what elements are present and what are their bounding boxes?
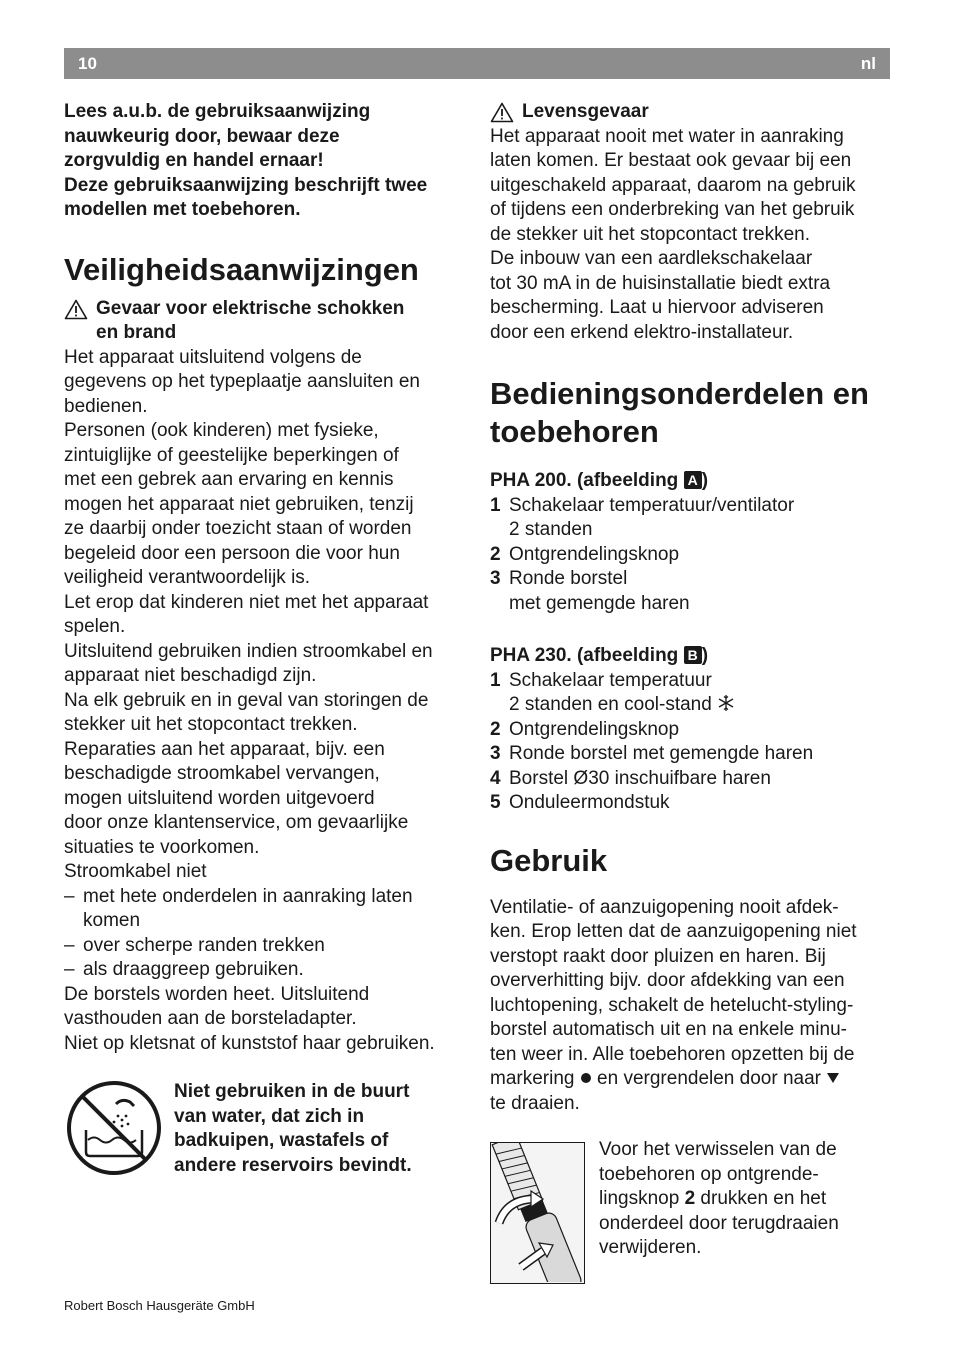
text-line: met een gebrek aan ervaring en kennis bbox=[64, 469, 394, 490]
model-a-label: PHA 200. (afbeelding bbox=[490, 470, 679, 491]
text-line: begeleid door een persoon die voor hun bbox=[64, 542, 400, 564]
text-line: ten weer in. Alle toebehoren opzetten bij de bbox=[490, 1043, 855, 1065]
list-item bbox=[490, 669, 890, 718]
list-item bbox=[490, 791, 890, 816]
list-item bbox=[490, 494, 890, 543]
text-line: spelen. bbox=[64, 616, 126, 637]
dot-marker-icon bbox=[580, 1068, 592, 1089]
brush-paragraphs bbox=[64, 983, 466, 1057]
intro-line: Lees a.u.b. de gebruiksaanwijzing bbox=[64, 101, 371, 122]
warning-heading-line: en brand bbox=[96, 322, 177, 343]
model-b-label: PHA 230. (afbeelding bbox=[490, 645, 679, 666]
text-fragment: lingsknop bbox=[599, 1188, 680, 1209]
paren: ) bbox=[701, 470, 709, 491]
text-line: Let erop dat kinderen niet met het apparaat bbox=[64, 591, 429, 613]
list-item-line: als draaggreep gebruiken. bbox=[83, 959, 304, 980]
text-line: bescherming. Laat u hiervoor adviseren bbox=[490, 297, 824, 318]
use-text bbox=[490, 896, 890, 1117]
text-line: Uitsluitend gebruiken indien stroomkabel en bbox=[64, 640, 433, 662]
figure-a-badge: A bbox=[684, 471, 702, 489]
list-item bbox=[490, 742, 890, 767]
safety-paragraphs bbox=[64, 346, 466, 885]
text-line: door een erkend elektro-installateur. bbox=[490, 321, 794, 343]
text-line: Na elk gebruik en in geval van storingen de bbox=[64, 689, 429, 711]
text-line: Niet op kletsnat of kunststof haar gebruiken. bbox=[64, 1032, 435, 1054]
water-warning-block bbox=[64, 1080, 466, 1190]
list-item-line: Onduleermondstuk bbox=[509, 792, 670, 813]
part-number: 2 bbox=[684, 1188, 696, 1209]
list-item bbox=[64, 934, 466, 959]
text-line: stekker uit het stopcontact trekken. bbox=[64, 714, 358, 735]
text-line: de stekker uit het stopcontact trekken. bbox=[490, 223, 811, 245]
text-line: beschadigde stroomkabel vervangen, bbox=[64, 763, 380, 784]
list-item-line: Ronde borstel bbox=[509, 568, 628, 589]
accessory-swap-illustration bbox=[490, 1142, 585, 1284]
warning-triangle-icon bbox=[64, 299, 88, 328]
text-line: te draaien. bbox=[490, 1092, 580, 1114]
text-line: verwijderen. bbox=[599, 1237, 702, 1258]
paren: ) bbox=[701, 645, 709, 666]
text-line: Ventilatie- of aanzuigopening nooit afdek- bbox=[490, 896, 839, 918]
down-triangle-icon bbox=[826, 1068, 840, 1089]
text-line: Reparaties aan het apparaat, bijv. een bbox=[64, 738, 385, 760]
controls-title-line: Bedieningsonderdelen en bbox=[490, 376, 869, 411]
danger-heading-text: Levensgevaar bbox=[522, 101, 649, 122]
item-number: 3 bbox=[490, 743, 501, 764]
model-b-list bbox=[490, 669, 890, 816]
list-item bbox=[490, 543, 890, 568]
warning-triangle-icon bbox=[490, 102, 514, 131]
list-item-line: 2 standen bbox=[509, 519, 593, 540]
list-item-line: Ontgrendelingsknop bbox=[509, 543, 680, 565]
dash-bullet: – bbox=[64, 959, 75, 980]
swap-accessory-block bbox=[490, 1134, 890, 1284]
list-item-line: met hete onderdelen in aanraking laten bbox=[83, 885, 413, 907]
text-line: verstopt raakt door pluizen en haren. Bij bbox=[490, 945, 826, 967]
text-line: Niet gebruiken in de buurt bbox=[174, 1081, 410, 1102]
list-item bbox=[64, 958, 466, 983]
intro-text bbox=[64, 100, 466, 223]
text-line: borstel automatisch uit en na enkele minu- bbox=[490, 1019, 847, 1040]
text-line bbox=[490, 1067, 890, 1092]
left-column bbox=[64, 100, 466, 1190]
text-line: uitgeschakeld apparaat, daarom na gebruik bbox=[490, 174, 856, 196]
warning-heading bbox=[64, 297, 466, 346]
intro-line: Deze gebruiksaanwijzing beschrijft twee bbox=[64, 174, 428, 196]
text-line: vasthouden aan de borsteladapter. bbox=[64, 1008, 357, 1029]
list-item bbox=[490, 718, 890, 743]
list-item-text: 2 standen en cool-stand bbox=[509, 694, 712, 715]
list-item-line: Borstel Ø30 inschuifbare haren bbox=[509, 767, 771, 789]
language-code: nl bbox=[860, 53, 876, 73]
model-a-heading bbox=[490, 469, 890, 494]
warning-heading-line: Gevaar voor elektrische schokken bbox=[96, 297, 405, 319]
controls-title bbox=[490, 375, 890, 451]
list-item bbox=[490, 767, 890, 792]
text-line: andere reservoirs bevindt. bbox=[174, 1154, 412, 1176]
model-b-heading bbox=[490, 644, 890, 669]
danger-heading bbox=[490, 100, 890, 125]
cable-dash-list bbox=[64, 885, 466, 983]
text-line: Stroomkabel niet bbox=[64, 861, 207, 882]
list-item bbox=[490, 567, 890, 616]
list-item bbox=[64, 885, 466, 934]
page-number: 10 bbox=[78, 53, 97, 73]
intro-line: nauwkeurig door, bewaar deze bbox=[64, 125, 340, 147]
item-number: 2 bbox=[490, 718, 501, 740]
text-line: De inbouw van een aardlekschakelaar bbox=[490, 248, 813, 269]
item-number: 3 bbox=[490, 568, 501, 589]
text-line: onderdeel door terugdraaien bbox=[599, 1212, 839, 1234]
page-header-bar bbox=[64, 48, 890, 79]
item-number: 2 bbox=[490, 543, 501, 565]
text-line: ken. Erop letten dat de aanzuigopening niet bbox=[490, 921, 857, 942]
dash-bullet: – bbox=[64, 934, 75, 956]
text-line: door onze klantenservice, om gevaarlijke bbox=[64, 812, 409, 833]
list-item-line: Schakelaar temperatuur/ventilator bbox=[509, 494, 795, 516]
list-item-line: Ontgrendelingsknop bbox=[509, 718, 680, 740]
text-line: van water, dat zich in bbox=[174, 1105, 365, 1127]
text-fragment: markering bbox=[490, 1068, 575, 1089]
water-warning-text bbox=[174, 1080, 466, 1178]
no-water-icon bbox=[66, 1080, 162, 1184]
dash-bullet: – bbox=[64, 885, 75, 907]
text-line: badkuipen, wastafels of bbox=[174, 1130, 389, 1151]
text-fragment: drukken en het bbox=[700, 1188, 827, 1209]
text-line: Personen (ook kinderen) met fysieke, bbox=[64, 420, 379, 441]
danger-text bbox=[490, 125, 890, 346]
text-line: Het apparaat uitsluitend volgens de bbox=[64, 346, 362, 368]
text-line: De borstels worden heet. Uitsluitend bbox=[64, 983, 370, 1005]
item-number: 5 bbox=[490, 792, 501, 813]
text-line: oververhitting bijv. door afdekking van een bbox=[490, 970, 845, 991]
intro-line: modellen met toebehoren. bbox=[64, 199, 301, 220]
text-line: mogen het apparaat niet gebruiken, tenzij bbox=[64, 493, 414, 515]
list-item-line: met gemengde haren bbox=[509, 592, 690, 614]
text-fragment: en vergrendelen door naar bbox=[597, 1068, 821, 1089]
text-line: veiligheid verantwoordelijk is. bbox=[64, 567, 311, 588]
item-number: 1 bbox=[490, 494, 501, 516]
snowflake-icon bbox=[717, 694, 735, 715]
item-number: 1 bbox=[490, 669, 501, 691]
text-line: gegevens op het typeplaatje aansluiten en bbox=[64, 371, 420, 392]
list-item-line: Ronde borstel met gemengde haren bbox=[509, 743, 814, 764]
text-line: situaties te voorkomen. bbox=[64, 836, 260, 858]
text-line: apparaat niet beschadigd zijn. bbox=[64, 665, 317, 686]
footer-company: Robert Bosch Hausgeräte GmbH bbox=[64, 1298, 255, 1313]
list-item-line: Schakelaar temperatuur bbox=[509, 669, 712, 691]
list-item-line: komen bbox=[83, 910, 141, 931]
text-line: ze daarbij onder toezicht staan of worden bbox=[64, 518, 412, 539]
text-line: tot 30 mA in de huisinstallatie biedt extra bbox=[490, 272, 831, 294]
use-title: Gebruik bbox=[490, 842, 608, 878]
text-line: Voor het verwisselen van de bbox=[599, 1139, 837, 1160]
figure-b-badge: B bbox=[684, 646, 702, 664]
safety-title: Veiligheidsaanwijzingen bbox=[64, 251, 419, 287]
swap-text bbox=[599, 1138, 890, 1261]
text-line: zintuiglijke of geestelijke beperkingen of bbox=[64, 444, 399, 466]
list-item-line bbox=[509, 693, 890, 718]
intro-line: zorgvuldig en handel ernaar! bbox=[64, 150, 324, 171]
item-number: 4 bbox=[490, 767, 501, 789]
list-item-line: over scherpe randen trekken bbox=[83, 934, 325, 956]
text-line: of tijdens een onderbreking van het gebruik bbox=[490, 199, 855, 220]
text-line: mogen uitsluitend worden uitgevoerd bbox=[64, 787, 375, 809]
text-line: bedienen. bbox=[64, 395, 148, 417]
text-line: Het apparaat nooit met water in aanraking bbox=[490, 125, 844, 147]
model-a-list bbox=[490, 494, 890, 617]
text-line: luchtopening, schakelt de hetelucht-styling- bbox=[490, 994, 854, 1016]
text-line: toebehoren op ontgrende- bbox=[599, 1163, 819, 1185]
text-line bbox=[599, 1187, 890, 1212]
text-line: laten komen. Er bestaat ook gevaar bij een bbox=[490, 150, 852, 171]
controls-title-line: toebehoren bbox=[490, 414, 659, 449]
right-column bbox=[490, 100, 890, 1284]
